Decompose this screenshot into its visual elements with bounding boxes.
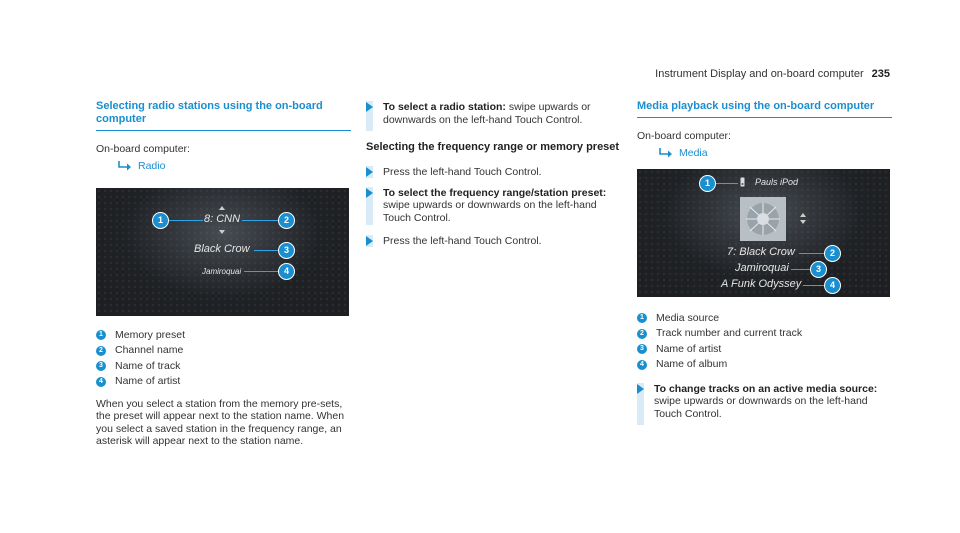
callout-2: 2: [278, 212, 295, 229]
step: [366, 235, 621, 248]
legend-text: Memory preset: [115, 328, 186, 341]
legend-number: 3: [96, 361, 106, 371]
callout-4: 4: [824, 277, 841, 294]
down-arrow-icon: [219, 230, 225, 234]
screen-artist: Jamiroquai: [735, 261, 789, 274]
media-device-icon: [740, 177, 745, 187]
step-bold: To select a radio station:: [383, 101, 506, 113]
legend-text: Track number and current track: [656, 327, 803, 339]
legend-item: [96, 374, 351, 390]
step-arrow-icon: [366, 167, 373, 177]
legend-number: 2: [96, 346, 106, 356]
radio-nav-label: Radio: [138, 159, 166, 172]
legend-item: [637, 311, 892, 327]
step-text: swipe upwards or downwards on the left-hand Touch Control.: [383, 199, 597, 224]
media-nav-label: Media: [679, 146, 708, 159]
media-section: [637, 100, 892, 425]
album-cover-icon: [740, 197, 786, 241]
media-heading: Media playback using the on-board computer: [637, 100, 892, 118]
callout-2: 2: [824, 245, 841, 262]
up-arrow-icon: [800, 213, 806, 217]
page-header: [655, 68, 890, 80]
nav-arrow-icon: [118, 161, 132, 171]
legend-text: Channel name: [115, 344, 184, 356]
screen-track: 7: Black Crow: [727, 245, 795, 258]
up-arrow-icon: [219, 206, 225, 210]
radio-display: [96, 188, 349, 316]
screen-preset: 8: CNN: [204, 212, 241, 225]
radio-section: [96, 100, 351, 448]
legend-number: 3: [637, 344, 647, 354]
step-arrow-icon: [366, 188, 373, 198]
legend-number: 4: [637, 360, 647, 370]
step: [366, 166, 621, 179]
step-arrow-icon: [637, 384, 644, 394]
legend-text: Name of artist: [656, 342, 722, 355]
legend-text: Name of artist: [115, 375, 181, 387]
legend-text: Name of album: [656, 358, 728, 370]
legend-number: 4: [96, 377, 106, 387]
step-bold: To change tracks on an active media source:: [654, 382, 878, 395]
legend-item: [96, 359, 351, 375]
legend-number: 2: [637, 329, 647, 339]
legend-text: Name of track: [115, 359, 181, 372]
media-legend: [637, 311, 892, 373]
legend-item: [96, 328, 351, 344]
legend-item: [637, 342, 892, 358]
nav-arrow-icon: [659, 148, 673, 158]
callout-3: 3: [278, 242, 295, 259]
callout-1: 1: [152, 212, 169, 229]
step-text: Press the left-hand Touch Control.: [383, 166, 542, 178]
radio-steps: [366, 101, 621, 247]
step-arrow-icon: [366, 102, 373, 112]
step-bold: To select the frequency range/station preset:: [383, 186, 607, 199]
step-text: swipe upwards or downwards on the left-hand Touch Control.: [383, 101, 591, 126]
step: [366, 187, 621, 225]
screen-artist: Jamiroquai: [202, 266, 242, 276]
screen-source: Pauls iPod: [755, 176, 799, 187]
step-text: Press the left-hand Touch Control.: [383, 234, 542, 247]
radio-intro: On-board computer:: [96, 143, 190, 155]
radio-body: When you select a station from the memory pre-sets, the preset will appear next to the station name. When you select a saved station in the frequency range, an asterisk will appear next to the station name.: [96, 397, 345, 447]
radio-nav: [118, 160, 351, 172]
callout-3: 3: [810, 261, 827, 278]
legend-number: 1: [96, 330, 106, 340]
screen-track: Black Crow: [194, 242, 250, 255]
legend-number: 1: [637, 313, 647, 323]
screen-album: A Funk Odyssey: [721, 277, 802, 290]
legend-item: [637, 357, 892, 373]
header-title: Instrument Display and on-board computer: [655, 68, 864, 80]
media-display: [637, 169, 890, 297]
page-number: 235: [871, 68, 890, 80]
callout-4: 4: [278, 263, 295, 280]
callout-1: 1: [699, 175, 716, 192]
sub-heading: Selecting the frequency range or memory preset: [366, 141, 620, 153]
media-intro: On-board computer:: [637, 130, 731, 142]
step: [637, 383, 892, 425]
step-arrow-icon: [366, 236, 373, 246]
down-arrow-icon: [800, 220, 806, 224]
media-nav: [659, 147, 892, 159]
step: [366, 101, 621, 131]
legend-item: [96, 343, 351, 359]
step-text: swipe upwards or downwards on the left-hand Touch Control.: [654, 395, 868, 420]
legend-item: [637, 326, 892, 342]
radio-legend: [96, 328, 351, 390]
radio-heading: Selecting radio stations using the on-board computer: [96, 100, 351, 131]
legend-text: Media source: [656, 311, 720, 324]
